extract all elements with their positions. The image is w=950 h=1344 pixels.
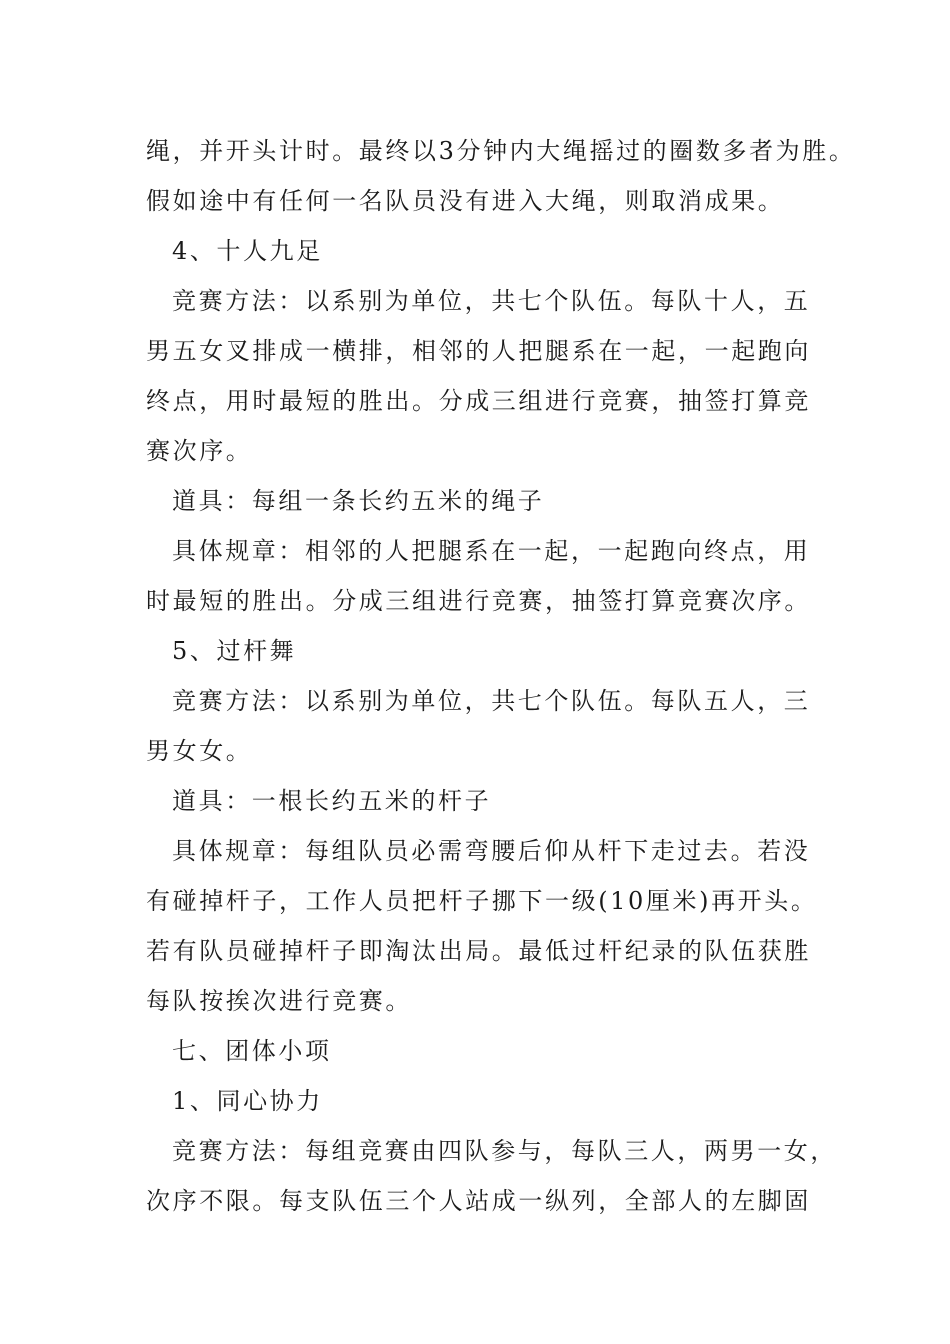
text-line: 假如途中有任何一名队员没有进入大绳，则取消成果。 <box>146 187 785 215</box>
text-line: 次序不限。每支队伍三个人站成一纵列，全部人的左脚固 <box>146 1187 811 1215</box>
section-heading: 1、同心协力 <box>172 1087 323 1115</box>
text-line: 时最短的胜出。分成三组进行竞赛，抽签打算竞赛次序。 <box>146 587 811 615</box>
text-line: 绳，并开头计时。最终以3分钟内大绳摇过的圈数多者为胜。 <box>146 137 856 165</box>
text-line: 赛次序。 <box>146 437 253 465</box>
section-heading: 七、团体小项 <box>172 1037 332 1065</box>
text-line: 竞赛方法：以系别为单位，共七个队伍。每队十人，五 <box>172 287 811 315</box>
text-line: 竞赛方法：每组竞赛由四队参与，每队三人，两男一女， <box>172 1137 837 1165</box>
section-heading: 5、过杆舞 <box>172 637 297 665</box>
text-line: 有碰掉杆子，工作人员把杆子挪下一级(10厘米)再开头。 <box>146 887 818 915</box>
text-line: 具体规章：相邻的人把腿系在一起，一起跑向终点，用 <box>172 537 811 565</box>
text-line: 男女女。 <box>146 737 253 765</box>
text-line: 道具：每组一条长约五米的绳子 <box>172 487 545 515</box>
text-line: 每队按挨次进行竞赛。 <box>146 987 412 1015</box>
text-line: 具体规章：每组队员必需弯腰后仰从杆下走过去。若没 <box>172 837 811 865</box>
text-line: 男五女叉排成一横排，相邻的人把腿系在一起，一起跑向 <box>146 337 811 365</box>
text-line: 竞赛方法：以系别为单位，共七个队伍。每队五人，三 <box>172 687 811 715</box>
section-heading: 4、十人九足 <box>172 237 323 265</box>
text-line: 道具：一根长约五米的杆子 <box>172 787 492 815</box>
text-line: 终点，用时最短的胜出。分成三组进行竞赛，抽签打算竞 <box>146 387 811 415</box>
text-line: 若有队员碰掉杆子即淘汰出局。最低过杆纪录的队伍获胜 <box>146 937 811 965</box>
